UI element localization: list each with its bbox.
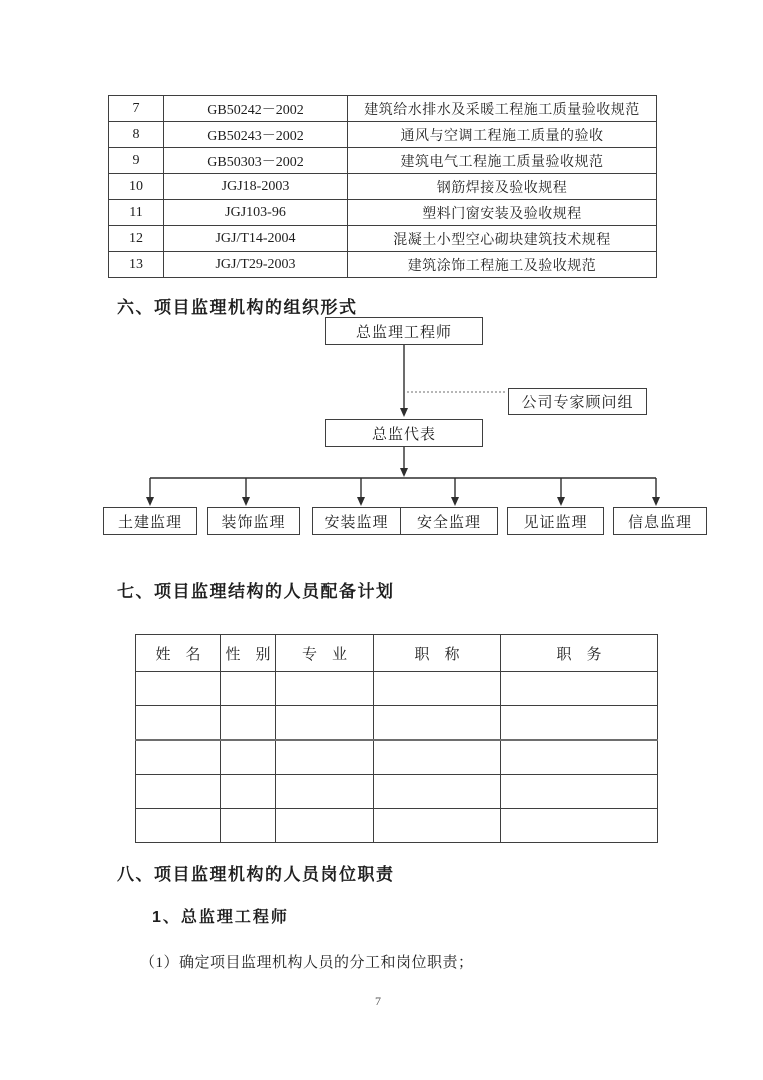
org-node-information-supervision: 信息监理: [613, 507, 707, 535]
table-row: [109, 252, 657, 278]
table-row: [109, 96, 657, 122]
cell-no: 7: [109, 96, 164, 122]
cell-title: 塑料门窗安装及验收规程: [348, 200, 657, 226]
empty-cell: [374, 740, 501, 775]
table-row: [136, 775, 658, 809]
empty-cell: [374, 706, 501, 741]
cell-no: 12: [109, 226, 164, 252]
table-row: [136, 740, 658, 775]
org-node-chief-representative: 总监代表: [325, 419, 483, 447]
section-six-heading: 六、项目监理机构的组织形式: [117, 298, 358, 317]
table-row: [109, 174, 657, 200]
cell-code: JGJ103-96: [164, 200, 348, 226]
empty-cell: [276, 706, 374, 741]
empty-cell: [221, 809, 276, 843]
header-specialty: 专 业: [276, 635, 374, 672]
org-node-witness-supervision: 见证监理: [507, 507, 604, 535]
header-name: 姓 名: [136, 635, 221, 672]
cell-code: GB50243－2002: [164, 122, 348, 148]
table-row: [136, 809, 658, 843]
empty-cell: [276, 775, 374, 809]
cell-no: 13: [109, 252, 164, 278]
table-row: [136, 706, 658, 741]
empty-cell: [501, 706, 658, 741]
empty-cell: [136, 809, 221, 843]
section-seven-heading: 七、项目监理结构的人员配备计划: [117, 582, 395, 601]
table-row: [136, 672, 658, 706]
table-row: [109, 148, 657, 174]
header-position: 职 务: [501, 635, 658, 672]
empty-cell: [374, 672, 501, 706]
cell-title: 建筑涂饰工程施工及验收规范: [348, 252, 657, 278]
org-node-installation-supervision: 安装监理: [312, 507, 401, 535]
empty-cell: [374, 775, 501, 809]
header-gender: 性 别: [221, 635, 276, 672]
org-node-civil-supervision: 土建监理: [103, 507, 197, 535]
empty-cell: [221, 740, 276, 775]
cell-no: 8: [109, 122, 164, 148]
cell-title: 钢筋焊接及验收规程: [348, 174, 657, 200]
page-number: 7: [375, 994, 381, 1008]
cell-title: 建筑电气工程施工质量验收规范: [348, 148, 657, 174]
empty-cell: [501, 672, 658, 706]
cell-title: 通风与空调工程施工质量的验收: [348, 122, 657, 148]
org-node-decoration-supervision: 装饰监理: [207, 507, 300, 535]
empty-cell: [221, 672, 276, 706]
subsection-chief-engineer-heading: 1、总监理工程师: [152, 909, 289, 926]
section-eight-heading: 八、项目监理机构的人员岗位职责: [117, 865, 395, 884]
empty-cell: [501, 775, 658, 809]
cell-no: 9: [109, 148, 164, 174]
empty-cell: [136, 775, 221, 809]
org-node-chief-engineer: 总监理工程师: [325, 317, 483, 345]
cell-title: 混凝土小型空心砌块建筑技术规程: [348, 226, 657, 252]
empty-cell: [136, 672, 221, 706]
empty-cell: [136, 706, 221, 741]
empty-cell: [221, 775, 276, 809]
table-row: [109, 226, 657, 252]
empty-cell: [276, 672, 374, 706]
table-row: [109, 122, 657, 148]
empty-cell: [374, 809, 501, 843]
org-node-expert-advisory-group: 公司专家顾问组: [508, 388, 647, 415]
empty-cell: [136, 740, 221, 775]
cell-code: GB50242－2002: [164, 96, 348, 122]
cell-code: GB50303－2002: [164, 148, 348, 174]
empty-cell: [221, 706, 276, 741]
duty-item-1: （1）确定项目监理机构人员的分工和岗位职责；: [140, 955, 474, 971]
table-row: [109, 200, 657, 226]
cell-no: 11: [109, 200, 164, 226]
empty-cell: [276, 809, 374, 843]
table-header-row: [136, 635, 658, 672]
cell-code: JGJ18-2003: [164, 174, 348, 200]
cell-no: 10: [109, 174, 164, 200]
empty-cell: [276, 740, 374, 775]
staffing-table: [135, 634, 658, 843]
org-node-safety-supervision: 安全监理: [400, 507, 498, 535]
header-title: 职 称: [374, 635, 501, 672]
cell-code: JGJ/T29-2003: [164, 252, 348, 278]
cell-title: 建筑给水排水及采暖工程施工质量验收规范: [348, 96, 657, 122]
cell-code: JGJ/T14-2004: [164, 226, 348, 252]
empty-cell: [501, 740, 658, 775]
empty-cell: [501, 809, 658, 843]
standards-table: [108, 95, 657, 278]
